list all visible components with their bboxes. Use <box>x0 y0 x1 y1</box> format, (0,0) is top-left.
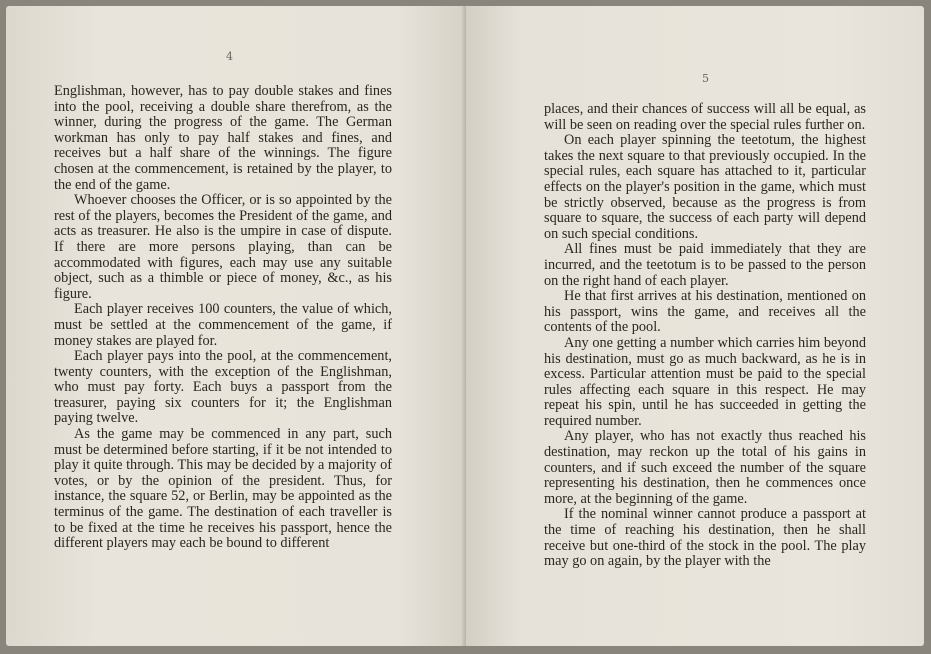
page-number-left: 4 <box>226 50 233 63</box>
paragraph: Whoever chooses the Officer, or is so appointed by the rest of the players, becomes the President of the game, and acts as treasurer. He also is the umpire in case of dispute. If there are more persons playing, than can be accommodated with figures, each may use any suitable object, such as a thimble or piece of money, &c., as his figure. <box>54 192 392 302</box>
page-number-right: 5 <box>702 72 709 85</box>
left-page <box>6 6 466 646</box>
paragraph: Each player receives 100 counters, the value of which, must be settled at the commencement of the game, if money stakes are played for. <box>54 301 392 349</box>
paragraph: On each player spinning the teetotum, the highest takes the next square to that previously occupied. In the special rules, each square has attached to it, particular effects on the player's position in the game, which must be strictly observed, because as the progress is from square to square, the success of each party will depend on such special conditions. <box>544 132 866 242</box>
paragraph: If the nominal winner cannot produce a passport at the time of reaching his destination, then he shall receive but one-third of the stock in the pool. The play may go on again, by the player with the <box>544 506 866 570</box>
paragraph: He that first arrives at his destination, mentioned on his passport, wins the game, and receives all the contents of the pool. <box>544 288 866 336</box>
paragraph: As the game may be commenced in any part, such must be determined before starting, if it be not intended to play it quite through. This may be decided by a majority of votes, or by the opinion of the president. Thus, for instance, the square 52, or Berlin, may be appointed as the terminus of the game. The destination of each traveller is to be fixed at the time he receives his passport, hence the different players may each be bound to different <box>54 426 392 552</box>
paragraph: All fines must be paid immediately that they are incurred, and the teetotum is to be passed to the person on the right hand of each player. <box>544 241 866 289</box>
right-page-text <box>544 102 866 570</box>
paragraph: places, and their chances of success will all be equal, as will be seen on reading over the special rules further on. <box>544 101 866 133</box>
paragraph: Any player, who has not exactly thus reached his destination, may reckon up the total of his gains in counters, and if such exceed the number of the square representing his destination, then he commences once more, at the beginning of the game. <box>544 428 866 507</box>
right-page <box>466 6 924 646</box>
paragraph: Any one getting a number which carries him beyond his destination, must go as much backward, as he is in excess. Particular attention must be paid to the special rules affecting each square in this respect. He may repeat his spin, until he has succeeded in getting the required number. <box>544 334 866 429</box>
left-page-text <box>54 84 392 552</box>
paragraph: Each player pays into the pool, at the commencement, twenty counters, with the exception of the Englishman, who must pay forty. Each buys a passport from the treasurer, paying six counters for it; the Englishman paying twelve. <box>54 348 392 427</box>
paragraph: Englishman, however, has to pay double stakes and fines into the pool, receiving a double share therefrom, as the winner, during the progress of the game. The German workman has only to pay half stakes and fines, and receives but a half share of the winnings. The figure chosen at the commencement, is retained by the player, to the end of the game. <box>54 83 392 193</box>
